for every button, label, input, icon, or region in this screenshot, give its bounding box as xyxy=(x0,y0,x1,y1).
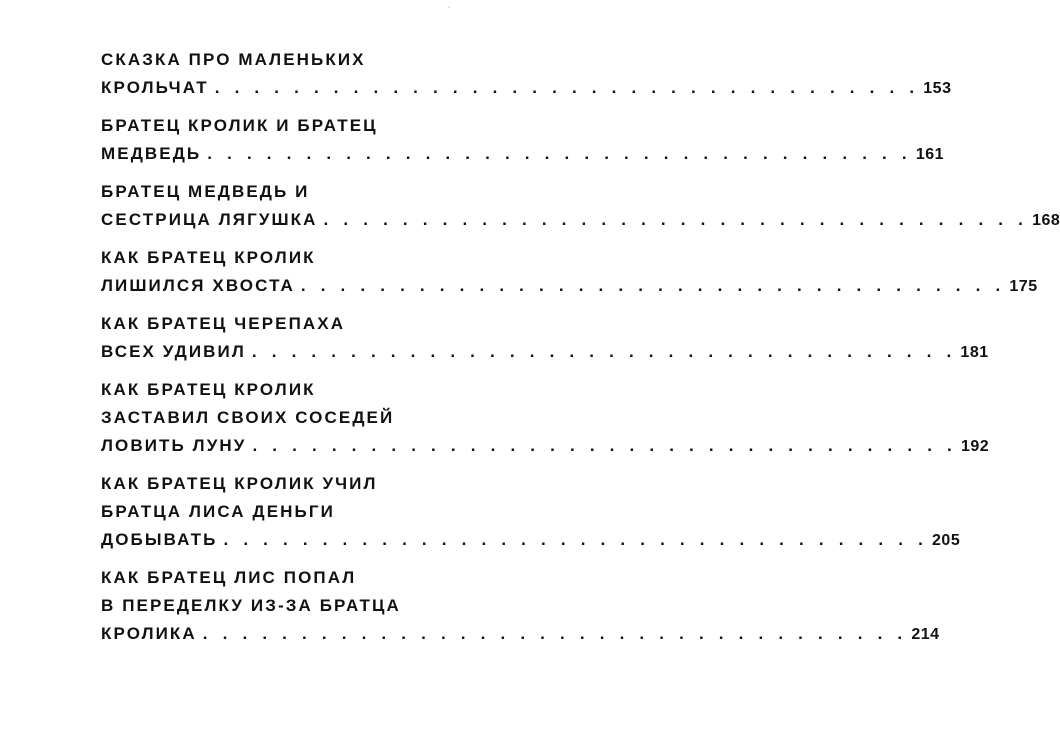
toc-title-line: БРАТЕЦ МЕДВЕДЬ И xyxy=(101,182,310,201)
paper-speck xyxy=(448,6,450,8)
toc-entry[interactable] xyxy=(101,376,990,460)
toc-title-line: ВСЕХ УДИВИЛ xyxy=(101,342,246,361)
page-number: 168 xyxy=(1032,212,1060,229)
toc-entry[interactable] xyxy=(101,470,961,554)
toc-last-line xyxy=(101,140,945,168)
toc-last-line xyxy=(101,338,989,366)
toc-entry[interactable] xyxy=(101,46,952,102)
dot-leader: . . . . . . . . . . . . . . . . . . . . . . . . . . . . . . . . . . . . xyxy=(202,624,908,643)
toc-entry[interactable] xyxy=(101,310,989,366)
toc-title-line: КАК БРАТЕЦ КРОЛИК УЧИЛ xyxy=(101,474,378,493)
toc-entry[interactable] xyxy=(101,178,1060,234)
toc-title-line: ЛИШИЛСЯ ХВОСТА xyxy=(101,276,295,295)
dot-leader: . . . . . . . . . . . . . . . . . . . . . . . . . . . . . . . . . . . . xyxy=(251,342,957,361)
toc-title-line: В ПЕРЕДЕЛКУ ИЗ-ЗА БРАТЦА xyxy=(101,596,401,615)
toc-title-line: КРОЛИКА xyxy=(101,624,197,643)
dot-leader: . . . . . . . . . . . . . . . . . . . . . . . . . . . . . . . . . . . . xyxy=(207,144,912,163)
toc-entry[interactable] xyxy=(101,564,940,648)
toc-last-line xyxy=(101,206,1060,234)
toc-title-line: КРОЛЬЧАТ xyxy=(101,78,209,97)
dot-leader: . . . . . . . . . . . . . . . . . . . . . . . . . . . . . . . . . . . . xyxy=(300,276,1006,295)
toc-title-line: КАК БРАТЕЦ КРОЛИК xyxy=(101,380,316,399)
dot-leader: . . . . . . . . . . . . . . . . . . . . . . . . . . . . . . . . . . . . xyxy=(214,78,920,97)
page-number: 161 xyxy=(915,146,945,163)
toc-last-line xyxy=(101,74,952,102)
toc-entry[interactable] xyxy=(101,244,1038,300)
toc-last-line xyxy=(101,432,990,460)
dot-leader: . . . . . . . . . . . . . . . . . . . . . . . . . . . . . . . . . . . . xyxy=(252,436,957,455)
toc-title-line: КАК БРАТЕЦ ЛИС ПОПАЛ xyxy=(101,568,357,587)
toc-title-line: БРАТЕЦ КРОЛИК И БРАТЕЦ xyxy=(101,116,378,135)
page-number: 153 xyxy=(923,80,952,97)
toc-title-line: ЗАСТАВИЛ СВОИХ СОСЕДЕЙ xyxy=(101,408,395,427)
toc-title-line: СКАЗКА ПРО МАЛЕНЬКИХ xyxy=(101,50,366,69)
toc-entry[interactable] xyxy=(101,112,945,168)
page-number: 175 xyxy=(1009,278,1038,295)
toc-title-line: ДОБЫВАТЬ xyxy=(101,530,218,549)
toc-title-line: КАК БРАТЕЦ ЧЕРЕПАХА xyxy=(101,314,346,333)
toc-title-line: МЕДВЕДЬ xyxy=(101,144,202,163)
page-number: 205 xyxy=(932,532,961,549)
dot-leader: . . . . . . . . . . . . . . . . . . . . . . . . . . . . . . . . . . . . xyxy=(323,210,1029,229)
page-number: 181 xyxy=(960,344,989,361)
dot-leader: . . . . . . . . . . . . . . . . . . . . . . . . . . . . . . . . . . . . xyxy=(223,530,929,549)
toc-title-line: СЕСТРИЦА ЛЯГУШКА xyxy=(101,210,318,229)
toc-title-line: ЛОВИТЬ ЛУНУ xyxy=(101,436,247,455)
page-number: 214 xyxy=(911,626,940,643)
toc-last-line xyxy=(101,526,961,554)
table-of-contents xyxy=(101,46,1060,658)
toc-title-line: КАК БРАТЕЦ КРОЛИК xyxy=(101,248,316,267)
toc-title-line: БРАТЦА ЛИСА ДЕНЬГИ xyxy=(101,502,335,521)
page-number: 192 xyxy=(960,438,990,455)
toc-last-line xyxy=(101,272,1038,300)
toc-last-line xyxy=(101,620,940,648)
